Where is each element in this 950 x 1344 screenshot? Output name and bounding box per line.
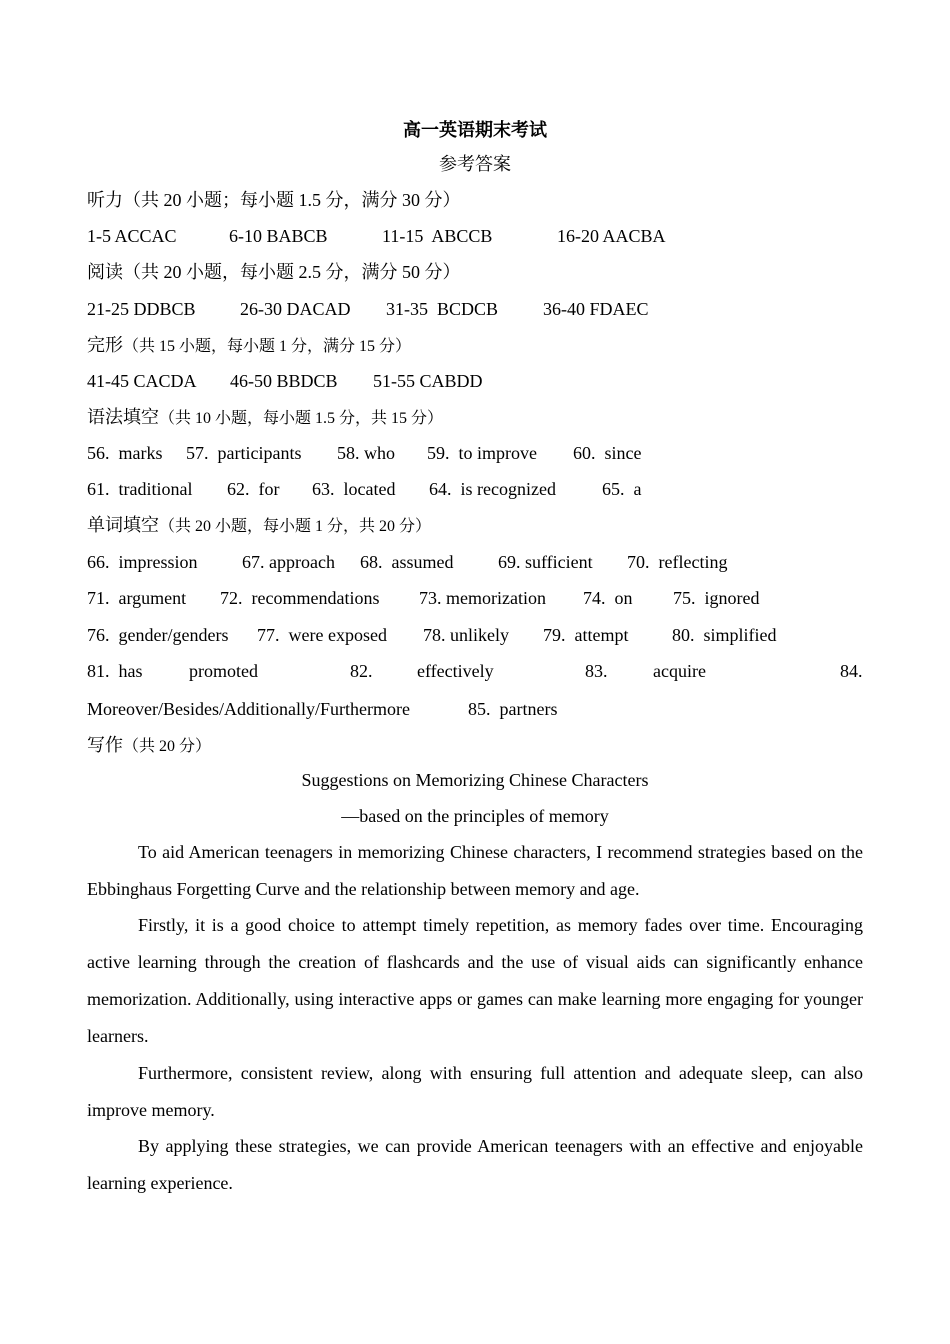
listening-heading: 听力（共 20 小题；每小题 1.5 分，满分 30 分） [87,190,461,210]
answer-item: 59. to improve [427,443,537,463]
cloze-heading-detail: （共 15 小题，每小题 1 分，满分 15 分） [123,338,412,355]
answer-item: 71. argument [87,588,187,608]
answer-group: 6-10 BABCB [229,226,328,246]
cloze-answers-row [87,369,863,393]
listening-answers-row [87,224,863,248]
answer-item: 79. attempt [543,625,629,645]
cloze-heading [87,333,863,359]
answer-group: 36-40 FDAEC [543,299,649,319]
answer-fragment: acquire [653,661,706,681]
grammar-answers-row-1 [87,441,863,465]
answer-item: 72. recommendations [220,588,380,608]
answer-group: 1-5 ACCAC [87,226,177,246]
essay-paragraph: To aid American teenagers in memorizing Chinese characters, I recommend strategies based on the Ebbinghaus Forgetting Curve and the relationship between memory and age. [87,842,863,899]
answer-item: 76. gender/genders [87,625,229,645]
essay-paragraph: By applying these strategies, we can provide American teenagers with an effective and enjoyable learning experience. [87,1136,863,1193]
writing-heading-main: 写作 [87,735,123,755]
answer-item: 75. ignored [673,588,760,608]
answer-group: 41-45 CACDA [87,371,197,391]
words-heading [87,513,863,539]
answer-group: 31-35 BCDCB [386,299,499,319]
grammar-heading-main: 语法填空 [87,407,159,427]
words-answers-row-4 [87,659,863,683]
answer-item: 78. unlikely [423,625,509,645]
essay-subtitle: —based on the principles of memory [341,806,609,826]
answer-fragment: effectively [417,661,494,681]
answer-group: 16-20 AACBA [557,226,666,246]
answer-item: 56. marks [87,443,163,463]
grammar-heading-detail: （共 10 小题，每小题 1.5 分，共 15 分） [159,410,444,427]
page-subtitle: 参考答案 [439,154,511,174]
writing-heading [87,733,863,759]
words-answers-row-5 [87,697,863,721]
answer-item: 77. were exposed [257,625,387,645]
answer-item: 57. participants [186,443,302,463]
essay-title: Suggestions on Memorizing Chinese Characters [301,770,649,790]
essay-paragraph: Furthermore, consistent review, along with ensuring full attention and adequate sleep, can also improve memory. [87,1063,863,1120]
answer-group: 11-15 ABCCB [382,226,493,246]
reading-heading: 阅读（共 20 小题，每小题 2.5 分，满分 50 分） [87,262,461,282]
essay-paragraph: Firstly, it is a good choice to attempt timely repetition, as memory fades over time. Encouraging active learning through the creation of flashcards and the use of visual aids can significantly enhance memorization. Additionally, using interactive apps or games can make learning more engaging for younger learners. [87,915,863,1046]
answer-item: 58. who [337,443,395,463]
answer-item: 74. on [583,588,633,608]
writing-heading-detail: （共 20 分） [123,738,212,755]
answer-fragment: promoted [189,661,258,681]
answer-item: 62. for [227,479,280,499]
reading-answers-row [87,297,863,321]
answer-item: 63. located [312,479,396,499]
page-title: 高一英语期末考试 [403,120,547,140]
words-heading-main: 单词填空 [87,515,159,535]
grammar-heading [87,405,863,431]
answer-group: 21-25 DDBCB [87,299,196,319]
answer-item: 80. simplified [672,625,777,645]
answer-item: 60. since [573,443,642,463]
answer-item: 68. assumed [360,552,454,572]
answer-item: 85. partners [468,699,558,719]
answer-fragment: 82. [350,661,373,681]
answer-fragment: Moreover/Besides/Additionally/Furthermore [87,699,410,719]
cloze-heading-main: 完形 [87,335,123,355]
words-answers-row-1 [87,550,863,574]
answer-item: 61. traditional [87,479,193,499]
grammar-answers-row-2 [87,477,863,501]
answer-item: 64. is recognized [429,479,556,499]
answer-item: 65. a [602,479,642,499]
answer-item: 70. reflecting [627,552,728,572]
answer-group: 51-55 CABDD [373,371,483,391]
answer-item: 69. sufficient [498,552,593,572]
words-answers-row-3 [87,623,863,647]
answer-group: 26-30 DACAD [240,299,351,319]
answer-fragment: 83. [585,661,608,681]
answer-item: 67. approach [242,552,335,572]
answer-item: 66. impression [87,552,198,572]
answer-fragment: 84. [840,661,863,681]
answer-group: 46-50 BBDCB [230,371,338,391]
words-answers-row-2 [87,586,863,610]
answer-item: 73. memorization [419,588,546,608]
answer-fragment: 81. has [87,661,143,681]
words-heading-detail: （共 20 小题，每小题 1 分，共 20 分） [159,518,432,535]
